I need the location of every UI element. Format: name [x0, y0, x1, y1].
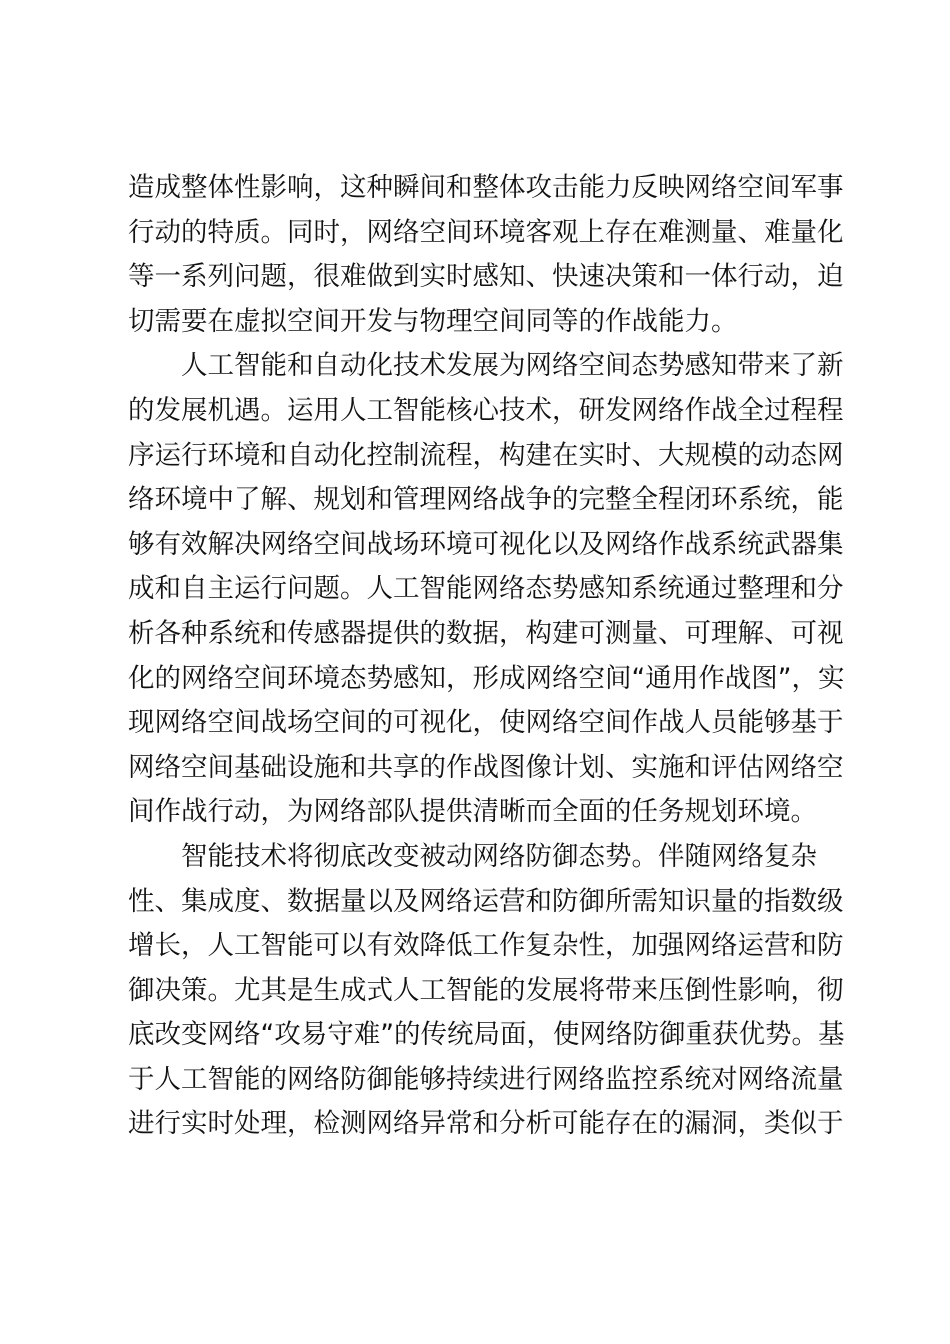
- text-line: 成和自主运行问题。人工智能网络态势感知系统通过整理和分: [128, 573, 844, 605]
- text-line: 化的网络空间环境态势感知，形成网络空间“通用作战图”，实: [128, 662, 845, 694]
- body-text: [128, 166, 845, 1147]
- text-line: 现网络空间战场空间的可视化，使网络空间作战人员能够基于: [128, 707, 844, 739]
- text-line: 网络空间基础设施和共享的作战图像计划、实施和评估网络空: [128, 751, 844, 783]
- text-line: 智能技术将彻底改变被动网络防御态势。伴随网络复杂: [181, 840, 817, 872]
- text-line: 析各种系统和传感器提供的数据，构建可测量、可理解、可视: [128, 617, 844, 649]
- text-line: 底改变网络“攻易守难”的传统局面，使网络防御重获优势。基: [128, 1019, 845, 1051]
- paragraph-3: [128, 835, 845, 1147]
- text-line: 序运行环境和自动化控制流程，构建在实时、大规模的动态网: [128, 439, 844, 471]
- text-line: 进行实时处理，检测网络异常和分析可能存在的漏洞，类似于: [128, 1108, 844, 1140]
- text-line: 络环境中了解、规划和管理网络战争的完整全程闭环系统，能: [128, 484, 844, 516]
- paragraph-1: [128, 166, 844, 344]
- text-line: 的发展机遇。运用人工智能核心技术，研发网络作战全过程程: [128, 394, 844, 426]
- text-line: 等一系列问题，很难做到实时感知、快速决策和一体行动，迫: [128, 261, 844, 293]
- paragraph-2: [128, 344, 845, 835]
- text-line: 于人工智能的网络防御能够持续进行网络监控系统对网络流量: [128, 1063, 844, 1095]
- text-line: 间作战行动，为网络部队提供清晰而全面的任务规划环境。: [128, 796, 817, 828]
- text-line: 够有效解决网络空间战场环境可视化以及网络作战系统武器集: [128, 528, 844, 560]
- text-line: 御决策。尤其是生成式人工智能的发展将带来压倒性影响，彻: [128, 974, 844, 1006]
- text-line: 行动的特质。同时，网络空间环境客观上存在难测量、难量化: [128, 216, 844, 248]
- text-line: 造成整体性影响，这种瞬间和整体攻击能力反映网络空间军事: [128, 172, 844, 203]
- text-line: 切需要在虚拟空间开发与物理空间同等的作战能力。: [128, 305, 738, 337]
- text-line: 增长，人工智能可以有效降低工作复杂性，加强网络运营和防: [128, 930, 844, 962]
- text-line: 人工智能和自动化技术发展为网络空间态势感知带来了新: [181, 350, 844, 382]
- text-line: 性、集成度、数据量以及网络运营和防御所需知识量的指数级: [128, 885, 844, 917]
